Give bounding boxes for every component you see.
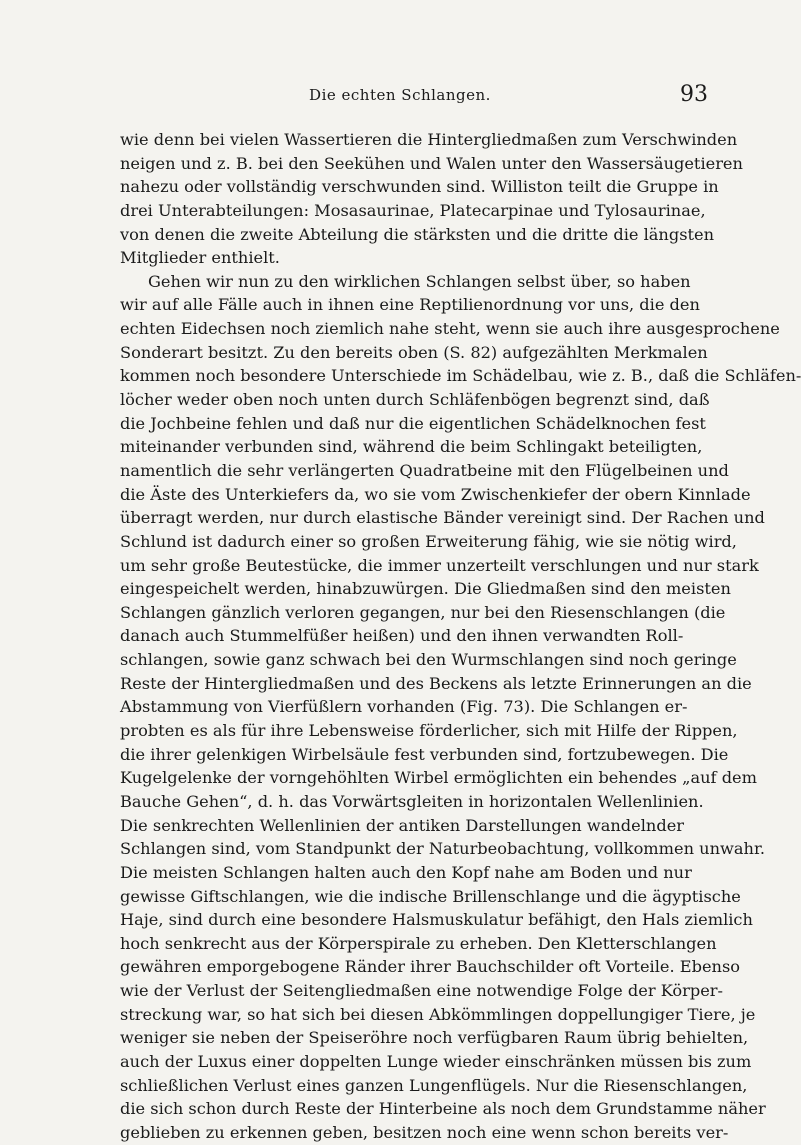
text-line: Sonderart besitzt. Zu den bereits oben (S. 82) aufgezählten Merkmalen — [120, 342, 708, 362]
text-line: gewähren emporgebogene Ränder ihrer Bauchschilder oft Vorteile. Ebenso — [120, 957, 741, 977]
text-line: miteinander verbunden sind, während die beim Schlingakt beteiligten, — [120, 437, 703, 457]
text-line: wie der Verlust der Seitengliedmaßen eine notwendige Folge der Körper- — [120, 981, 724, 1001]
text-line: die Äste des Unterkiefers da, wo sie vom Zwischenkiefer der obern Kinnlade — [120, 484, 751, 504]
text-line: gewisse Giftschlangen, wie die indische Brillenschlange und die ägyptische — [120, 886, 741, 906]
paragraph — [120, 270, 801, 1145]
text-line: die sich schon durch Reste der Hinterbeine als noch dem Grundstamme näher — [120, 1099, 766, 1119]
text-line: Die senkrechten Wellenlinien der antiken Darstellungen wandelnder — [120, 815, 685, 835]
text-line: überragt werden, nur durch elastische Bänder vereinigt sind. Der Rachen und — [120, 508, 765, 528]
text-line: neigen und z. B. bei den Seekühen und Walen unter den Wassersäugetieren — [120, 153, 743, 173]
text-line: streckung war, so hat sich bei diesen Abkömmlingen doppellungiger Tiere, je — [120, 1004, 756, 1024]
text-line: die Jochbeine fehlen und daß nur die eigentlichen Schädelknochen fest — [120, 413, 706, 433]
text-line: von denen die zweite Abteilung die stärksten und die dritte die längsten — [120, 224, 715, 244]
text-line: eingespeichelt werden, hinabzuwürgen. Die Gliedmaßen sind den meisten — [120, 579, 731, 599]
text-line: auch der Luxus einer doppelten Lunge wieder einschränken müssen bis zum — [120, 1051, 752, 1071]
text-line: weniger sie neben der Speiseröhre noch verfügbaren Raum übrig behielten, — [120, 1028, 749, 1048]
text-line: um sehr große Beutestücke, die immer unzerteilt verschlungen und nur stark — [120, 555, 759, 575]
text-line: Kugelgelenke der vorngehöhlten Wirbel ermöglichten ein behendes „auf dem — [120, 768, 757, 788]
text-line: schließlichen Verlust eines ganzen Lungenflügels. Nur die Riesenschlangen, — [120, 1075, 748, 1095]
text-line: geblieben zu erkennen geben, besitzen noch eine wenn schon bereits ver- — [120, 1122, 729, 1142]
text-line: Reste der Hintergliedmaßen und des Beckens als letzte Erinnerungen an die — [120, 673, 752, 693]
text-line: echten Eidechsen noch ziemlich nahe steht, wenn sie auch ihre ausgesprochene — [120, 319, 780, 339]
text-line: Schlangen gänzlich verloren gegangen, nur bei den Riesenschlangen (die — [120, 602, 726, 622]
text-line: Schlangen sind, vom Standpunkt der Naturbeobachtung, vollkommen unwahr. — [120, 839, 766, 859]
paragraph — [120, 128, 743, 270]
text-line: löcher weder oben noch unten durch Schläfenbögen begrenzt sind, daß — [120, 390, 710, 410]
text-line: wir auf alle Fälle auch in ihnen eine Reptilienordnung vor uns, die den — [120, 295, 700, 315]
text-line: Die meisten Schlangen halten auch den Kopf nahe am Boden und nur — [120, 862, 692, 882]
text-line: hoch senkrecht aus der Körperspirale zu erheben. Den Kletterschlangen — [120, 933, 717, 953]
text-line: kommen noch besondere Unterschiede im Schädelbau, wie z. B., daß die Schläfen- — [120, 366, 801, 386]
page-number: 93 — [680, 82, 708, 107]
text-line: Abstammung von Vierfüßlern vorhanden (Fig. 73). Die Schlangen er- — [120, 697, 688, 717]
text-line: wie denn bei vielen Wassertieren die Hintergliedmaßen zum Verschwinden — [120, 130, 738, 149]
text-line: Gehen wir nun zu den wirklichen Schlangen selbst über, so haben — [148, 271, 691, 291]
text-line: die ihrer gelenkigen Wirbelsäule fest verbunden sind, fortzubewegen. Die — [120, 744, 729, 764]
text-line: schlangen, sowie ganz schwach bei den Wurmschlangen sind noch geringe — [120, 650, 737, 670]
text-line: Mitglieder enthielt. — [120, 248, 280, 268]
running-head — [120, 82, 708, 116]
text-line: probten es als für ihre Lebensweise förderlicher, sich mit Hilfe der Rippen, — [120, 721, 738, 741]
text-line: drei Unterabteilungen: Mosasaurinae, Platecarpinae und Tylosaurinae, — [120, 200, 706, 220]
running-title: Die echten Schlangen. — [309, 86, 491, 104]
text-line: Schlund ist dadurch einer so großen Erweiterung fähig, wie sie nötig wird, — [120, 531, 737, 551]
text-line: danach auch Stummelfüßer heißen) und den ihnen verwandten Roll- — [120, 626, 684, 646]
text-line: namentlich die sehr verlängerten Quadratbeine mit den Flügelbeinen und — [120, 460, 729, 480]
text-line: Haje, sind durch eine besondere Halsmuskulatur befähigt, den Hals ziemlich — [120, 910, 753, 930]
body-text — [120, 128, 801, 1145]
text-line: nahezu oder vollständig verschwunden sind. Williston teilt die Gruppe in — [120, 177, 719, 197]
text-line: Bauche Gehen“, d. h. das Vorwärtsgleiten in horizontalen Wellenlinien. — [120, 791, 704, 811]
